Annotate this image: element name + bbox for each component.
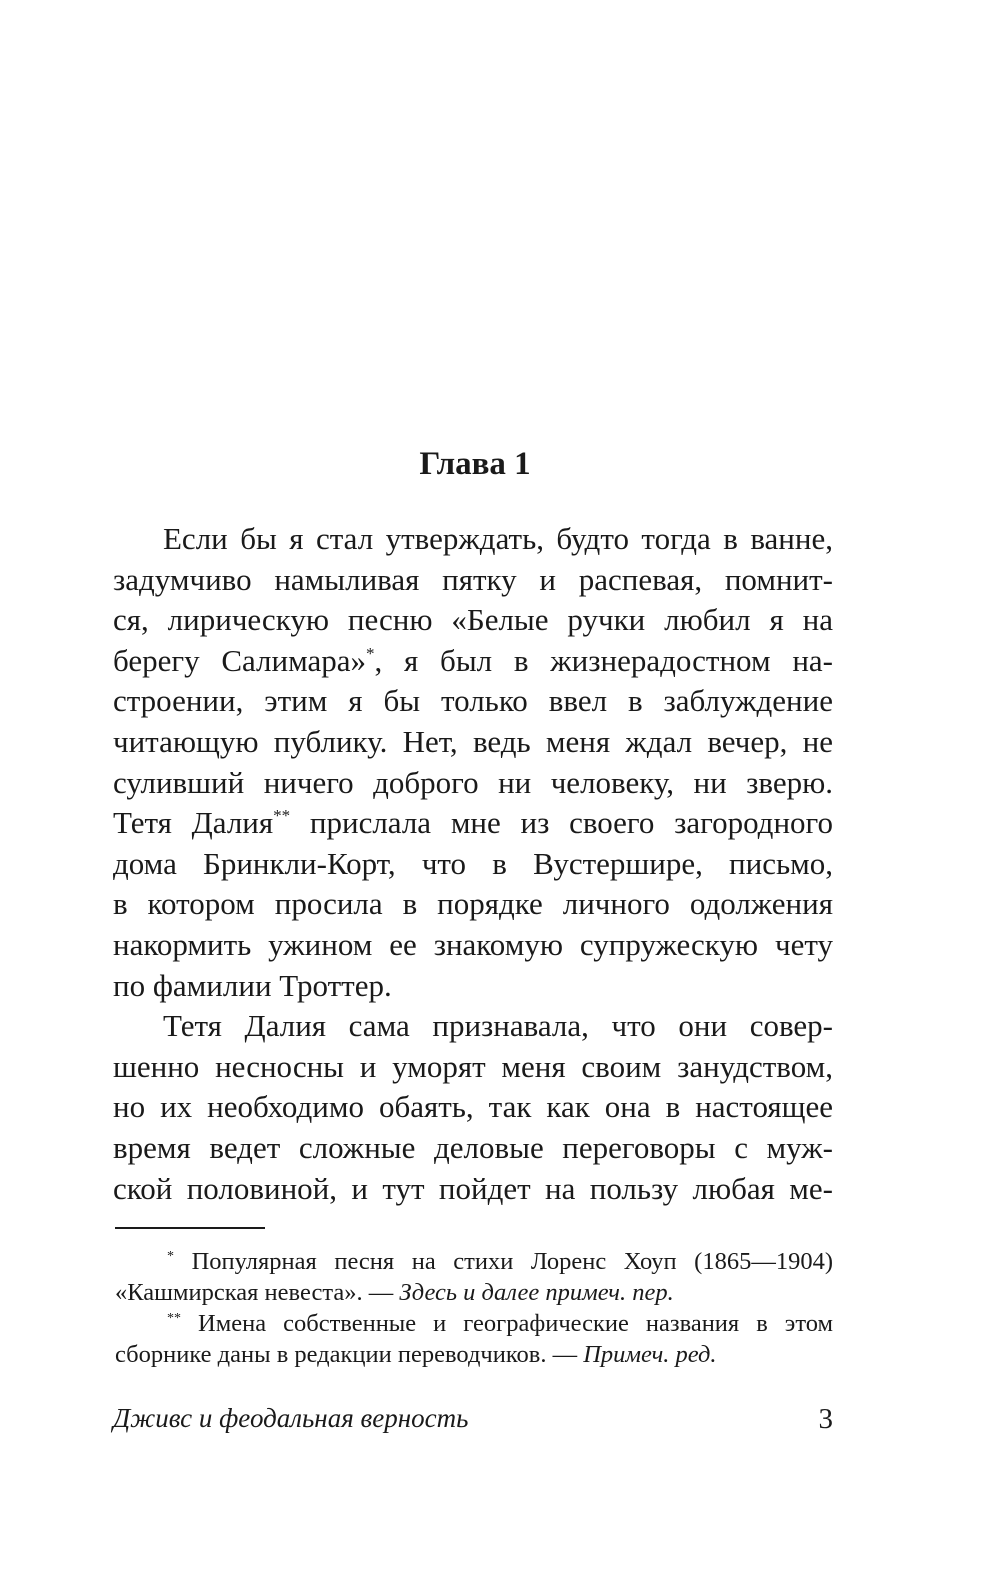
- body-line-text: ской половиной, и тут пойдет на пользу любая ме-: [113, 1170, 833, 1206]
- body-line: [113, 1047, 833, 1088]
- body-line-text: строении, этим я бы только ввел в заблуждение: [113, 683, 833, 719]
- footnote-attribution: Здесь и далее примеч. пер.: [399, 1279, 674, 1306]
- footnote-mark: *: [167, 1249, 174, 1264]
- body-line-text: берегу Салимара»: [113, 642, 367, 678]
- body-line: [113, 600, 833, 641]
- body-line: [113, 844, 833, 885]
- body-line-text: читающую публику. Нет, ведь меня ждал вечер, не: [113, 723, 833, 759]
- body-line: [113, 966, 833, 1007]
- page-footer: [113, 1403, 833, 1436]
- footnote-divider: [115, 1227, 265, 1229]
- footnote-2-line-2: [115, 1339, 833, 1370]
- body-line-text: шенно несносны и уморят меня своим занудством,: [113, 1048, 833, 1084]
- footnote-text: сборнике даны в редакции переводчиков. —: [115, 1341, 584, 1368]
- body-line: [113, 560, 833, 601]
- body-line: [113, 1006, 833, 1047]
- body-line: [113, 681, 833, 722]
- body-line-text: , я был в жизнерадостном на-: [374, 642, 834, 678]
- footnote-reference: *: [366, 643, 375, 663]
- running-title: Дживс и феодальная верность: [113, 1403, 469, 1433]
- body-text: [113, 519, 833, 1209]
- body-line-text: в котором просила в порядке личного одолжения: [113, 886, 833, 922]
- footnote-text: Имена собственные и географические названия в этом: [198, 1310, 833, 1337]
- footnote-mark: **: [167, 1311, 181, 1326]
- body-line-text: прислала мне из своего загородного: [290, 805, 833, 841]
- body-line: [113, 803, 833, 844]
- body-line: [113, 925, 833, 966]
- body-line-text: задумчиво намыливая пятку и распевая, помнит-: [113, 561, 833, 597]
- body-line-text: накормить ужином ее знакомую супружескую чету: [113, 926, 833, 962]
- body-line-text: время ведет сложные деловые переговоры с муж-: [113, 1129, 833, 1165]
- body-line-text: Тетя Далия сама признавала, что они совер-: [163, 1008, 833, 1044]
- footnote-1-line-2: [115, 1277, 833, 1308]
- footnotes: [115, 1246, 833, 1370]
- footnote-text: Популярная песня на стихи Лоренс Хоуп (1865—1904): [191, 1248, 833, 1275]
- body-line: [113, 1169, 833, 1210]
- body-line-text: Если бы я стал утверждать, будто тогда в ванне,: [163, 521, 833, 556]
- footnote-reference: **: [273, 806, 291, 826]
- page-number: 3: [818, 1403, 833, 1435]
- footnote-text: «Кашмирская невеста». —: [115, 1279, 400, 1306]
- body-line: [113, 763, 833, 804]
- body-line-text: по фамилии Троттер.: [113, 967, 392, 1003]
- body-line: [113, 722, 833, 763]
- body-line-text: дома Бринкли-Корт, что в Вустершире, письмо,: [113, 845, 833, 881]
- body-line: [113, 1087, 833, 1128]
- footnote-1-line-1: [115, 1246, 833, 1277]
- body-line: [113, 519, 833, 560]
- footnote-2-line-1: [115, 1308, 833, 1339]
- body-line: [113, 884, 833, 925]
- body-line-text: Тетя Далия: [113, 805, 274, 841]
- body-line-text: суливший ничего доброго ни человеку, ни зверю.: [113, 764, 833, 800]
- chapter-title: Глава 1: [419, 446, 531, 482]
- body-line-text: ся, лирическую песню «Белые ручки любил я на: [113, 602, 833, 638]
- body-line-text: но их необходимо обаять, так как она в настоящее: [113, 1089, 833, 1125]
- body-line: [113, 641, 833, 682]
- footnote-attribution: Примеч. ред.: [583, 1341, 717, 1368]
- body-line: [113, 1128, 833, 1169]
